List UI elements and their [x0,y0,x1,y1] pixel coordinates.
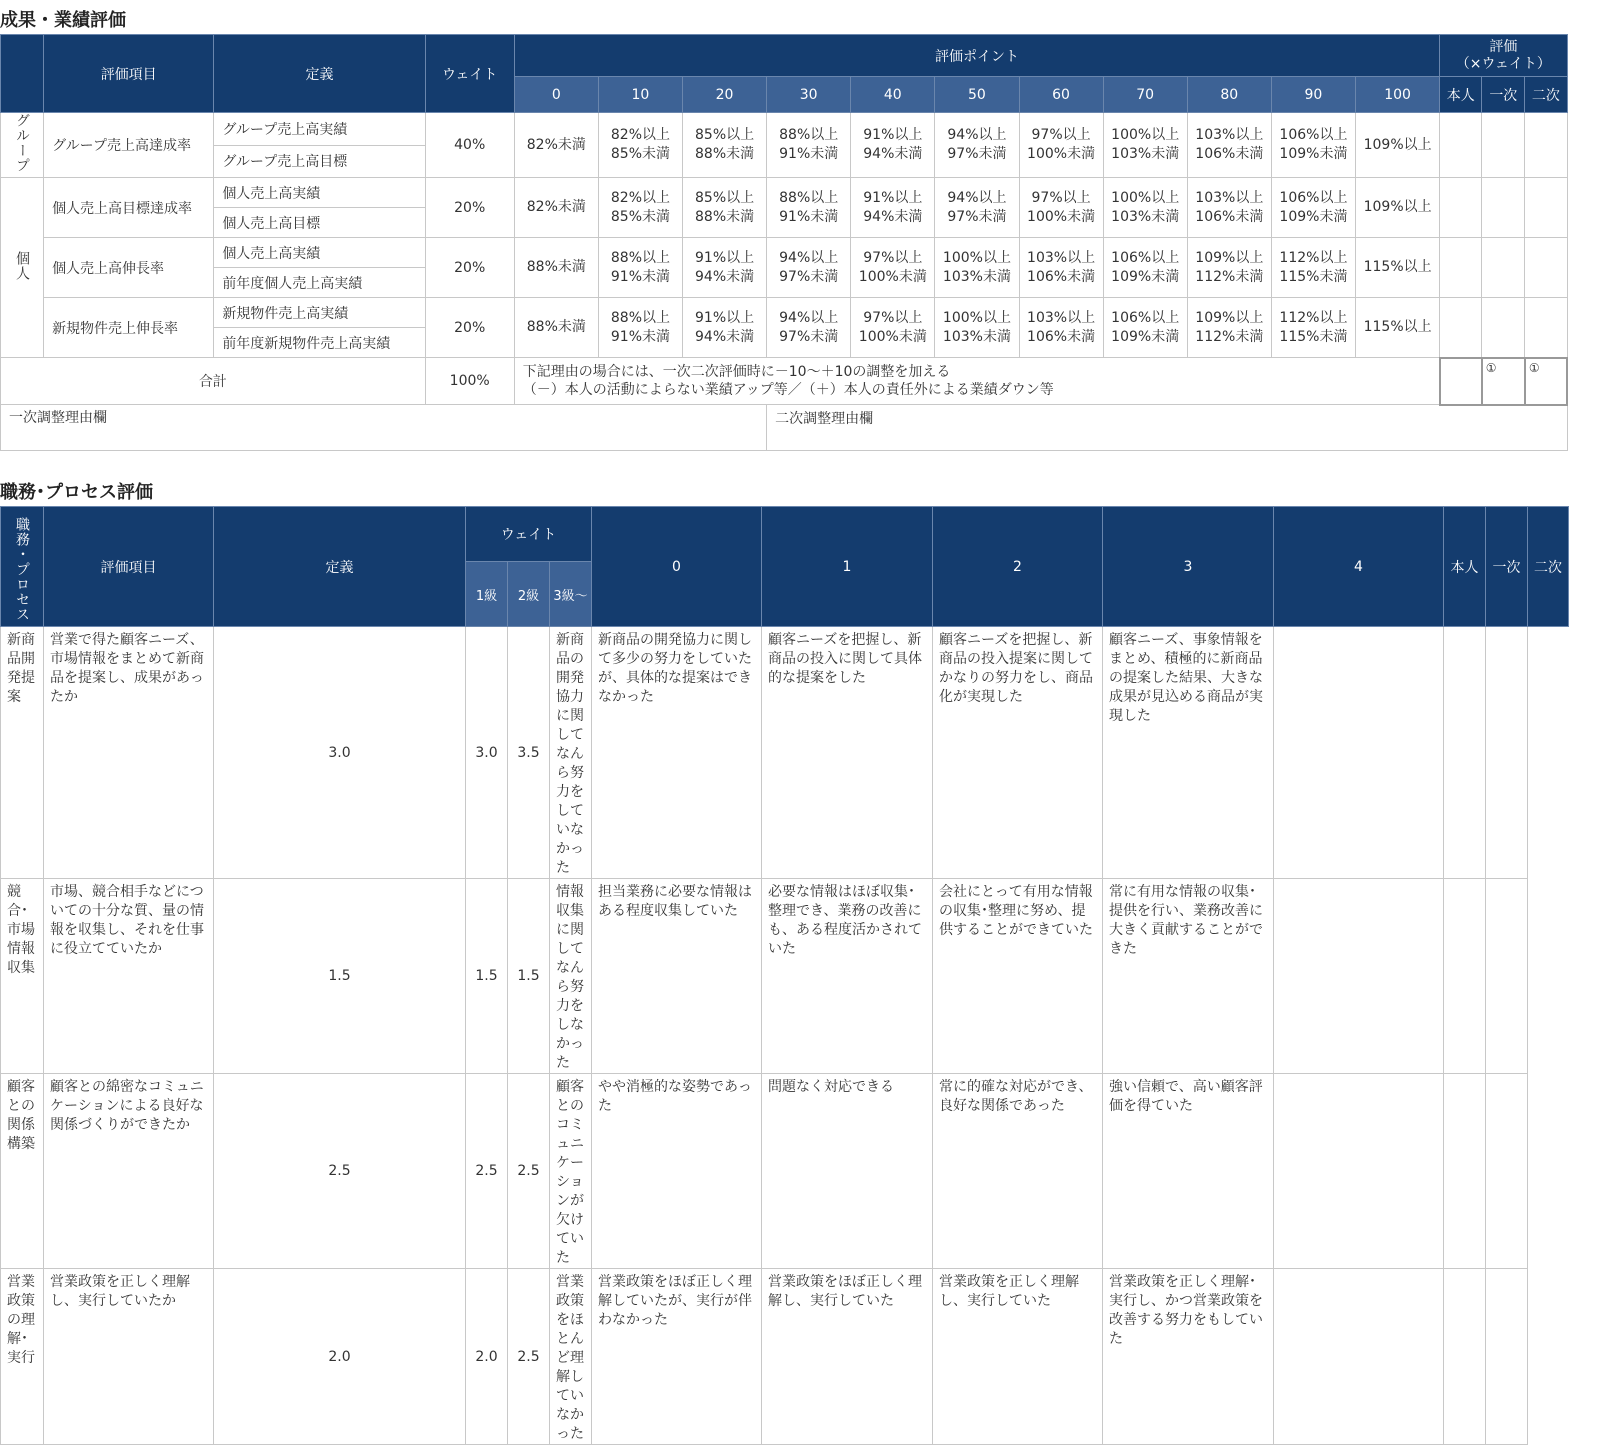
level-description: 顧客ニーズを把握し、新商品の投入に関して具体的な提案をした [762,627,933,879]
point-range: 82%以上 85%未満 [598,178,682,238]
header-definition: 定義 [214,507,466,627]
eval-item: グループ売上高達成率 [44,113,214,178]
score-first[interactable] [1482,113,1525,178]
header-second: 二次 [1528,507,1569,627]
point-range: 100%以上 103%未満 [935,238,1019,298]
section1-title: 成果・業績評価 [0,10,126,31]
point-range: 100%以上 103%未満 [1103,113,1187,178]
header-item: 評価項目 [44,507,214,627]
point-range: 94%以上 97%未満 [767,298,851,358]
point-range: 97%以上 100%未満 [851,298,935,358]
level-col: 3 [1103,507,1274,627]
header-definition: 定義 [214,35,425,113]
grade-weight: 1.5 [214,879,466,1074]
level-description: 営業政策をほぼ正しく理解し、実行していた [762,1269,933,1445]
eval-item: 新規物件売上伸長率 [44,298,214,358]
point-range: 100%以上 103%未満 [935,298,1019,358]
level-col: 1 [762,507,933,627]
score-first[interactable] [1482,298,1525,358]
header-points: 評価ポイント [514,35,1439,77]
level-description: 新商品の開発協力に関してなんら努力をしていなかった [550,627,592,879]
header-evaluation: 評価 （×ウェイト） [1440,35,1567,77]
point-col: 80 [1187,77,1271,113]
point-range: 97%以上 100%未満 [1019,113,1103,178]
header-self: 本人 [1444,507,1486,627]
point-range: 82%未満 [514,178,598,238]
point-range: 97%以上 100%未満 [1019,178,1103,238]
grade-weight: 1.5 [466,879,508,1074]
score-first[interactable] [1444,1074,1486,1269]
group-label-individual: 個人 [1,178,44,358]
header-weight: ウェイト [425,35,514,113]
total-note: 下記理由の場合には、一次二次評価時に－10〜＋10の調整を加える （－）本人の活動によらない業績アップ等／（＋）本人の責任外による業績ダウン等 [514,358,1439,405]
definition: 顧客との綿密なコミュニケーションによる良好な関係づくりができたか [44,1074,214,1269]
eval-item: 競合･市場情報収集 [1,879,44,1074]
point-range: 106%以上 109%未満 [1271,178,1355,238]
score-second[interactable] [1486,627,1528,879]
score-self[interactable] [1274,627,1444,879]
level-description: 常に有用な情報の収集･提供を行い、業務改善に大きく貢献することができた [1103,879,1274,1074]
level-description: 情報収集に関してなんら努力をしなかった [550,879,592,1074]
score-self[interactable] [1274,1074,1444,1269]
score-first[interactable] [1444,879,1486,1074]
point-range: 88%未満 [514,298,598,358]
definition: 市場、競合相手などについての十分な質、量の情報を収集し、それを仕事に役立てていたか [44,879,214,1074]
point-range: 103%以上 106%未満 [1019,298,1103,358]
side-label: 職務・プロセス [1,507,44,627]
score-first[interactable] [1482,178,1525,238]
weight: 20% [425,178,514,238]
weight: 20% [425,238,514,298]
definition-target: 個人売上高目標 [214,208,425,238]
score-self[interactable] [1440,113,1482,178]
point-col: 50 [935,77,1019,113]
point-range: 88%以上 91%未満 [767,178,851,238]
header-weight: ウェイト [466,507,592,562]
eval-item: 営業政策の理解･実行 [1,1269,44,1445]
eval-item: 新商品開発提案 [1,627,44,879]
process-table [0,506,1569,1445]
score-first[interactable] [1482,238,1525,298]
point-col: 0 [514,77,598,113]
point-range: 94%以上 97%未満 [935,113,1019,178]
grade-weight: 2.5 [466,1074,508,1269]
point-col: 100 [1356,77,1440,113]
level-description: 顧客とのコミュニケーションが欠けていた [550,1074,592,1269]
score-self[interactable] [1274,1269,1444,1445]
weight: 40% [425,113,514,178]
level-description: 営業政策をほぼ正しく理解していたが、実行が伴わなかった [592,1269,762,1445]
grade-col: 1級 [466,562,508,627]
point-range: 94%以上 97%未満 [935,178,1019,238]
level-col: 4 [1274,507,1444,627]
definition-target: 前年度個人売上高実績 [214,268,425,298]
point-range: 103%以上 106%未満 [1187,113,1271,178]
point-range: 88%未満 [514,238,598,298]
grade-weight: 2.5 [508,1269,550,1445]
point-range: 112%以上 115%未満 [1271,298,1355,358]
point-range: 91%以上 94%未満 [683,298,767,358]
point-range: 109%以上 112%未満 [1187,238,1271,298]
point-range: 94%以上 97%未満 [767,238,851,298]
grade-weight: 3.0 [214,627,466,879]
total-weight: 100% [425,358,514,405]
point-range: 100%以上 103%未満 [1103,178,1187,238]
definition-target: 前年度新規物件売上高実績 [214,328,425,358]
definition-target: グループ売上高目標 [214,145,425,178]
score-self[interactable] [1440,238,1482,298]
section2-title: 職務･プロセス評価 [0,482,153,503]
level-description: 会社にとって有用な情報の収集･整理に努め、提供することができていた [933,879,1103,1074]
level-description: 顧客ニーズ、事象情報をまとめ、積極的に新商品の提案した結果、大きな成果が見込める商品が実現した [1103,627,1274,879]
level-description: やや消極的な姿勢であった [592,1074,762,1269]
definition: 営業で得た顧客ニーズ、市場情報をまとめて新商品を提案し、成果があったか [44,627,214,879]
grade-weight: 3.5 [508,627,550,879]
point-range: 106%以上 109%未満 [1103,238,1187,298]
level-description: 担当業務に必要な情報はある程度収集していた [592,879,762,1074]
point-range: 91%以上 94%未満 [683,238,767,298]
grade-weight: 3.0 [466,627,508,879]
level-description: 問題なく対応できる [762,1074,933,1269]
score-self[interactable] [1440,298,1482,358]
definition-actual: 新規物件売上高実績 [214,298,425,328]
eval-item: 顧客との関係構築 [1,1074,44,1269]
header-self: 本人 [1440,77,1482,113]
point-range: 88%以上 91%未満 [598,298,682,358]
point-range: 85%以上 88%未満 [683,178,767,238]
point-range: 97%以上 100%未満 [851,238,935,298]
score-second[interactable] [1525,298,1567,358]
level-col: 0 [592,507,762,627]
score-second[interactable] [1525,113,1567,178]
grade-weight: 2.5 [508,1074,550,1269]
header-first: 一次 [1486,507,1528,627]
first-reason-field[interactable]: 一次調整理由欄 [1,405,767,451]
point-range: 91%以上 94%未満 [851,113,935,178]
level-description: 営業政策をほとんど理解していなかった [550,1269,592,1445]
total-second-input[interactable]: ① [1525,358,1567,405]
grade-weight: 2.0 [214,1269,466,1445]
point-range: 109%以上 [1356,113,1440,178]
score-second[interactable] [1486,1269,1528,1445]
level-description: 新商品の開発協力に関して多少の努力をしていたが、具体的な提案はできなかった [592,627,762,879]
grade-col: 2級 [508,562,550,627]
point-range: 88%以上 91%未満 [598,238,682,298]
point-range: 112%以上 115%未満 [1271,238,1355,298]
level-description: 営業政策を正しく理解･実行し、かつ営業政策を改善する努力をもしていた [1103,1269,1274,1445]
group-label-group: グループ [1,113,44,178]
point-range: 88%以上 91%未満 [767,113,851,178]
point-range: 109%以上 [1356,178,1440,238]
header-first: 一次 [1482,77,1525,113]
point-range: 103%以上 106%未満 [1019,238,1103,298]
level-description: 顧客ニーズを把握し、新商品の投入提案に関してかなりの努力をし、商品化が実現した [933,627,1103,879]
grade-weight: 2.5 [214,1074,466,1269]
performance-table [0,34,1568,451]
total-first-input[interactable]: ① [1482,358,1525,405]
header-blank [1,35,44,113]
definition-actual: 個人売上高実績 [214,178,425,208]
point-range: 91%以上 94%未満 [851,178,935,238]
score-second[interactable] [1525,178,1567,238]
point-col: 90 [1271,77,1355,113]
score-first[interactable] [1444,627,1486,879]
point-range: 85%以上 88%未満 [683,113,767,178]
point-col: 70 [1103,77,1187,113]
grade-col: 3級〜 [550,562,592,627]
level-description: 必要な情報はほぼ収集･整理でき、業務の改善にも、ある程度活かされていた [762,879,933,1074]
weight: 20% [425,298,514,358]
point-col: 40 [851,77,935,113]
point-range: 106%以上 109%未満 [1271,113,1355,178]
point-range: 106%以上 109%未満 [1103,298,1187,358]
eval-item: 個人売上高伸長率 [44,238,214,298]
header-item: 評価項目 [44,35,214,113]
point-col: 30 [767,77,851,113]
point-range: 82%未満 [514,113,598,178]
point-range: 115%以上 [1356,298,1440,358]
total-label: 合計 [1,358,426,405]
point-range: 82%以上 85%未満 [598,113,682,178]
total-self-input[interactable] [1440,358,1482,405]
eval-item: 個人売上高目標達成率 [44,178,214,238]
score-second[interactable] [1525,238,1567,298]
grade-weight: 2.0 [466,1269,508,1445]
score-self[interactable] [1440,178,1482,238]
header-second: 二次 [1525,77,1567,113]
grade-weight: 1.5 [508,879,550,1074]
point-col: 20 [683,77,767,113]
level-col: 2 [933,507,1103,627]
point-range: 109%以上 112%未満 [1187,298,1271,358]
second-reason-field[interactable]: 二次調整理由欄 [767,405,1567,451]
score-self[interactable] [1274,879,1444,1074]
point-range: 115%以上 [1356,238,1440,298]
definition: 営業政策を正しく理解し、実行していたか [44,1269,214,1445]
level-description: 常に的確な対応ができ、良好な関係であった [933,1074,1103,1269]
point-col: 60 [1019,77,1103,113]
definition-actual: グループ売上高実績 [214,113,425,146]
point-range: 103%以上 106%未満 [1187,178,1271,238]
score-first[interactable] [1444,1269,1486,1445]
score-second[interactable] [1486,879,1528,1074]
definition-actual: 個人売上高実績 [214,238,425,268]
level-description: 強い信頼で、高い顧客評価を得ていた [1103,1074,1274,1269]
point-col: 10 [598,77,682,113]
level-description: 営業政策を正しく理解し、実行していた [933,1269,1103,1445]
score-second[interactable] [1486,1074,1528,1269]
